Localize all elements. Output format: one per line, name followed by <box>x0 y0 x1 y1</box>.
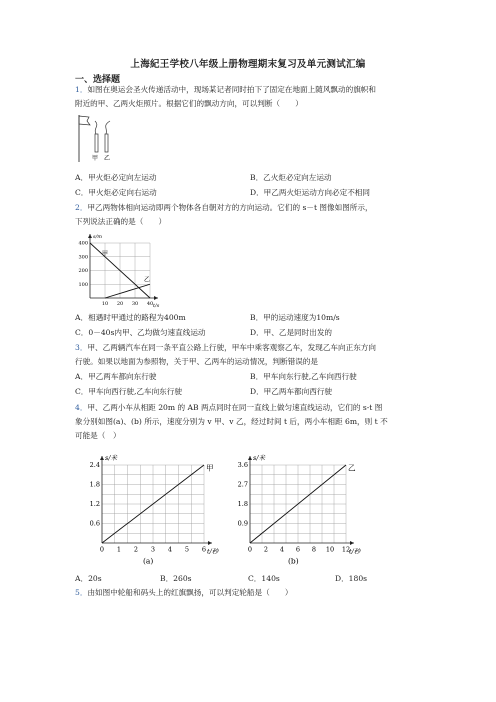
x-tick-label: 0 <box>247 545 253 554</box>
x-tick-label: 4 <box>279 545 285 554</box>
flag-icon <box>79 115 90 162</box>
series-label: 乙 <box>144 276 151 284</box>
y-tick-label: 1.2 <box>89 500 100 509</box>
st-chart-q2 <box>72 228 162 310</box>
x-tick-label: 2 <box>263 545 269 554</box>
y-tick-label: 2.7 <box>237 480 248 489</box>
x-axis-label: t/秒 <box>349 547 361 556</box>
question-4-line-2: 象分别如图(a)、(b) 所示，速度分别为 v 甲、v 乙，经过时间 t 后，两小车相距 6m，则 t 不 <box>75 417 388 426</box>
q3-option-c: C．甲车向西行驶,乙车向东行驶 <box>75 387 182 396</box>
x-tick-label: 5 <box>184 545 190 554</box>
question-1-text: 如图在奥运会圣火传递活动中，现场某记者同时拍下了固定在地面上随风飘动的旗帜和 <box>87 85 376 94</box>
q2-option-b: B．甲的运动速度为10m/s <box>250 313 340 322</box>
question-4-number: 4． <box>75 403 88 412</box>
x-tick-label: 4 <box>167 545 173 554</box>
x-axis-arrow-icon <box>154 296 158 300</box>
question-2-text: 甲乙两物体相向运动即两个物体各自朝对方的方向运动。它们的 s－t 图像如图所示， <box>87 203 373 212</box>
st-chart-a <box>78 446 228 568</box>
figure-label-yi: 乙 <box>104 155 111 162</box>
question-3-text: 甲、乙两辆汽车在同一条平直公路上行驶，甲车中乘客观察乙车，发现乙车向正东方向 <box>87 343 376 352</box>
torch-jia-icon <box>95 121 98 152</box>
x-tick-label: 3 <box>150 545 156 554</box>
y-tick-label: 2.4 <box>89 461 100 470</box>
section-heading: 一、选择题 <box>75 75 121 85</box>
x-tick-label: 40 <box>146 301 154 307</box>
x-tick-label: 1 <box>116 545 122 554</box>
question-5-text: 由如图中轮船和码头上的红旗飘扬，可以判定轮船是（ ） <box>87 588 293 597</box>
series-label: 甲 <box>206 463 214 473</box>
x-tick-label: 12 <box>341 545 351 554</box>
y-axis-label: s/米 <box>253 454 266 462</box>
y-axis-label: s/米 <box>105 454 118 462</box>
y-axis-arrow-icon <box>248 456 252 460</box>
q1-option-d: D．甲乙两火炬运动方向必定不相同 <box>250 188 370 197</box>
y-axis-arrow-icon <box>88 234 92 238</box>
series-line-2 <box>105 284 150 298</box>
question-4-text: 甲、乙两小车从相距 20m 的 AB 两点同时在同一直线上做匀速直线运动，它们的 s-t 图 <box>87 403 383 412</box>
chart-caption: (a) <box>143 556 154 566</box>
x-tick-label: 10 <box>101 301 109 307</box>
q4-option-b: B．260s <box>160 574 192 583</box>
y-tick-label: 200 <box>78 268 88 275</box>
question-3-line-1 <box>75 341 376 355</box>
q4-option-c: C．140s <box>248 574 280 583</box>
q2-option-a: A．相遇时甲通过的路程为400m <box>75 313 186 322</box>
question-1-number: 1． <box>75 85 88 94</box>
q4-option-a: A．20s <box>75 574 102 583</box>
question-4-line-3: 可能是（ ） <box>75 431 121 440</box>
q2-option-d: D．甲、乙是同时出发的 <box>250 328 333 337</box>
series-label: 乙 <box>348 463 356 473</box>
q2-option-c: C．0－40s内甲、乙均做匀速直线运动 <box>75 328 206 337</box>
y-tick-label: 1.8 <box>89 480 100 489</box>
question-5-line-1 <box>75 586 292 600</box>
y-tick-label: 400 <box>78 240 88 247</box>
series-label: 甲 <box>102 250 109 258</box>
y-tick-label: 1.8 <box>237 500 248 509</box>
x-tick-label: 30 <box>131 301 139 307</box>
question-1-line-2: 附近的甲、乙两火炬照片。根据它们的飘动方向，可以判断（ ） <box>75 99 303 108</box>
y-tick-label: 0.6 <box>89 519 100 528</box>
x-axis-arrow-icon <box>350 541 354 545</box>
y-axis-arrow-icon <box>100 456 104 460</box>
question-4-line-1 <box>75 401 382 415</box>
chart-caption: (b) <box>288 556 299 566</box>
st-chart-b <box>228 446 368 568</box>
x-tick-label: 10 <box>325 545 335 554</box>
question-2-number: 2． <box>75 203 88 212</box>
x-axis-arrow-icon <box>208 541 212 545</box>
y-tick-label: 300 <box>78 254 88 261</box>
x-tick-label: 8 <box>311 545 317 554</box>
q1-option-a: A．甲火炬必定向左运动 <box>75 173 157 182</box>
torch-figure <box>75 112 115 164</box>
question-5-number: 5． <box>75 588 88 597</box>
question-1-line-1 <box>75 83 376 97</box>
y-tick-label: 0.9 <box>237 519 248 528</box>
q1-option-b: B．乙火炬必定向左运动 <box>250 173 332 182</box>
x-tick-label: 2 <box>133 545 139 554</box>
q1-option-c: C．甲火炬必定向右运动 <box>75 188 157 197</box>
x-axis-label: t/秒 <box>207 547 219 556</box>
y-axis-label: s/m <box>93 234 102 240</box>
question-3-line-2: 行驶。如果以地面为参照物，关于甲、乙两车的运动情况，判断错误的是 <box>75 357 318 366</box>
x-tick-label: 0 <box>99 545 105 554</box>
torch-yi-icon <box>105 121 110 152</box>
q3-option-a: A．甲乙两车都向东行驶 <box>75 372 157 381</box>
question-3-number: 3． <box>75 343 88 352</box>
question-2-line-1 <box>75 201 373 215</box>
x-axis-label: t/s <box>153 303 160 309</box>
q3-option-d: D．甲乙两车都向西行驶 <box>250 387 333 396</box>
figure-label-jia: 甲 <box>92 155 99 162</box>
x-tick-label: 6 <box>201 545 207 554</box>
question-2-line-2: 下列说法正确的是（ ） <box>75 217 167 226</box>
page-title: 上海紀王学校八年级上册物理期末复习及单元测试汇编 <box>130 59 366 70</box>
y-tick-label: 3.6 <box>237 461 248 470</box>
x-tick-label: 6 <box>295 545 301 554</box>
y-tick-label: 100 <box>78 281 88 288</box>
q4-option-d: D．180s <box>335 574 368 583</box>
x-tick-label: 20 <box>116 301 124 307</box>
q3-option-b: B．甲车向东行驶,乙车向西行驶 <box>250 372 357 381</box>
